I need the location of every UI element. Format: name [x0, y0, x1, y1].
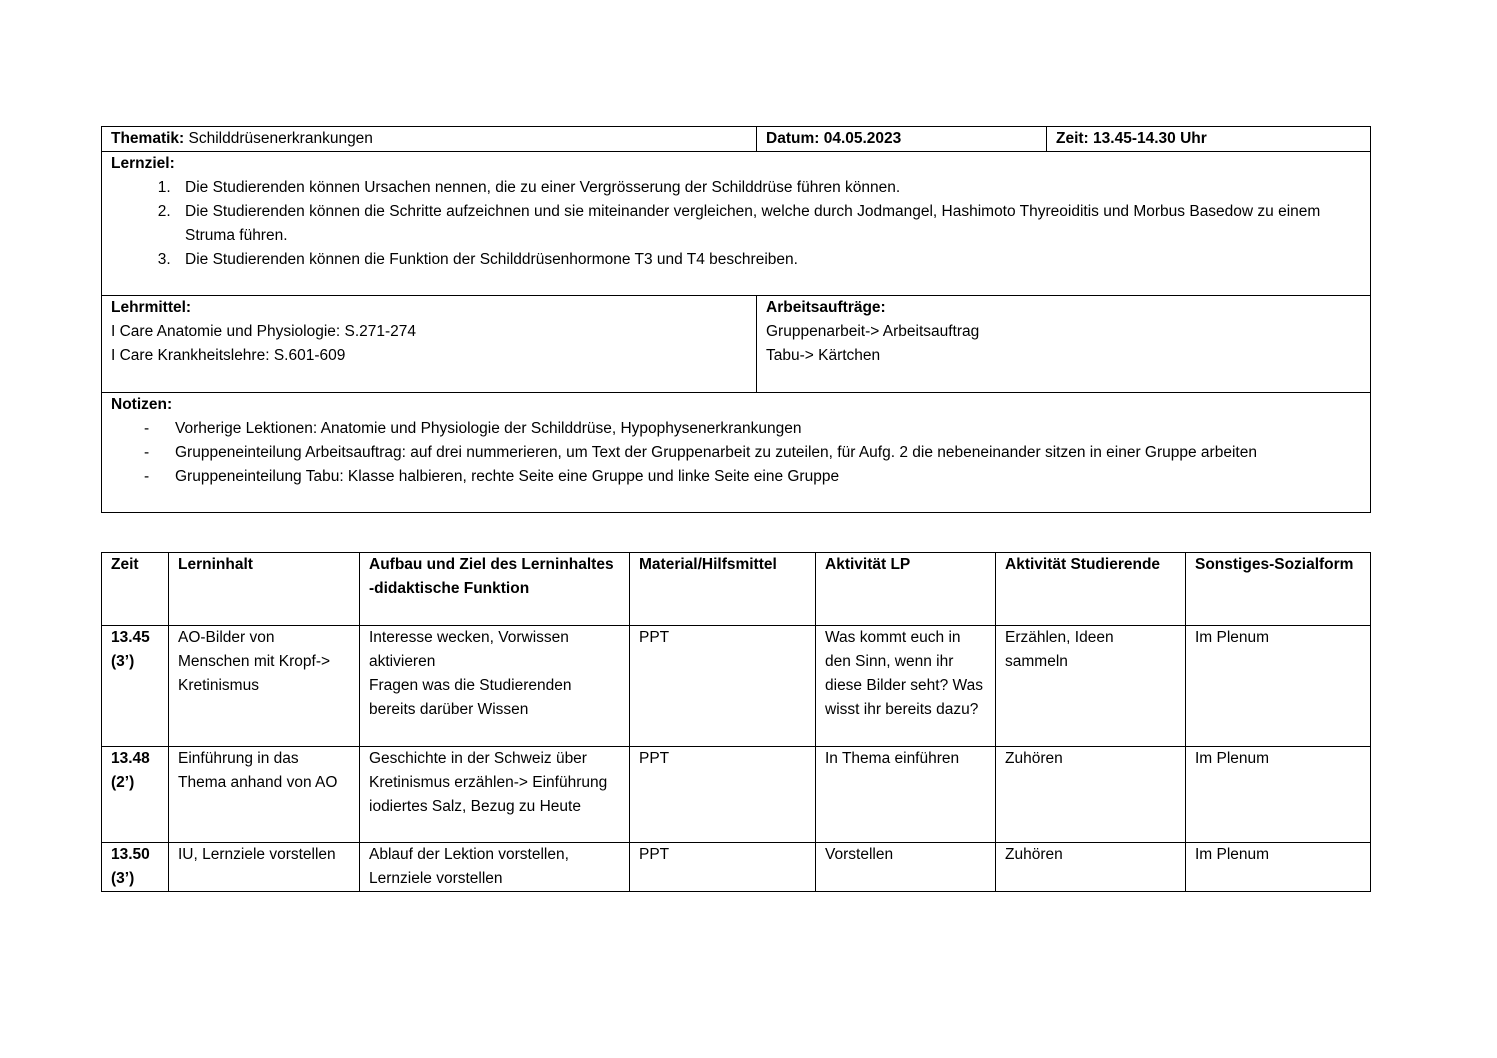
datum-label: Datum:: [766, 130, 820, 147]
notizen-item-text: Gruppeneinteilung Tabu: Klasse halbieren, rechte Seite eine Gruppe und linke Seite eine Gruppe: [175, 468, 840, 485]
table-cell: PPT: [630, 626, 816, 747]
zeit-label: Zeit:: [1056, 130, 1089, 147]
table-row: [102, 747, 1371, 843]
plan-header-cell: Lerninhalt: [169, 553, 360, 626]
lehrmittel-line: I Care Anatomie und Physiologie: S.271-274: [111, 323, 417, 340]
thematik-label: Thematik:: [111, 130, 185, 147]
lesson-info-table: [101, 126, 1371, 513]
notizen-item: [111, 465, 1361, 489]
thematik-cell: [102, 127, 757, 152]
zeit-cell: [1047, 127, 1371, 152]
plan-header-cell: Material/Hilfsmittel: [630, 553, 816, 626]
lernziel-cell: [102, 152, 1371, 296]
time-cell: 13.48 (2’): [102, 747, 169, 843]
notizen-label: Notizen:: [111, 396, 173, 413]
plan-header-cell: Sonstiges-Sozialform: [1186, 553, 1371, 626]
dash-bullet: -: [144, 444, 150, 461]
resources-row: [102, 296, 1371, 393]
lehrmittel-line: I Care Krankheitslehre: S.601-609: [111, 347, 346, 364]
plan-header-cell: Aufbau und Ziel des Lerninhaltes -didaktische Funktion: [360, 553, 630, 626]
table-cell: AO-Bilder von Menschen mit Kropf-> Kretinismus: [169, 626, 360, 747]
notizen-item: [111, 417, 1361, 441]
lernziel-item: 2. Die Studierenden können die Schritte aufzeichnen und sie miteinander vergleichen, welche durch Jodmangel, Hashimoto Thyreoiditis und Morbus Basedow zu einem Struma führen.: [175, 200, 1361, 248]
table-cell: Was kommt euch in den Sinn, wenn ihr diese Bilder seht? Was wisst ihr bereits dazu?: [816, 626, 996, 747]
lernziel-item: 1. Die Studierenden können Ursachen nennen, die zu einer Vergrösserung der Schilddrüse führen können.: [175, 176, 1361, 200]
notizen-cell: [102, 393, 1371, 513]
lernziel-item: 3. Die Studierenden können die Funktion der Schilddrüsenhormone T3 und T4 beschreiben.: [175, 248, 1361, 272]
table-cell: Interesse wecken, Vorwissen aktivieren Fragen was die Studierenden bereits darüber Wissen: [360, 626, 630, 747]
notizen-row: [102, 393, 1371, 513]
plan-header-row: [102, 553, 1371, 626]
zeit-value: 13.45-14.30 Uhr: [1093, 130, 1207, 147]
notizen-item-text: Gruppeneinteilung Arbeitsauftrag: auf drei nummerieren, um Text der Gruppenarbeit zu zuteilen, für Aufg. 2 die nebeneinander sitzen in einer Gruppe arbeiten: [175, 444, 1257, 461]
time-cell: 13.45 (3’): [102, 626, 169, 747]
table-cell: Vorstellen: [816, 843, 996, 892]
header-row: [102, 127, 1371, 152]
table-cell: Zuhören: [996, 843, 1186, 892]
dash-bullet: -: [144, 420, 150, 437]
notizen-item: [111, 441, 1361, 465]
lesson-plan-table: [101, 552, 1371, 892]
arbeitsauftraege-line: Tabu-> Kärtchen: [766, 347, 881, 364]
notizen-item-text: Vorherige Lektionen: Anatomie und Physiologie der Schilddrüse, Hypophysenerkrankungen: [175, 420, 802, 437]
table-cell: IU, Lernziele vorstellen: [169, 843, 360, 892]
arbeitsauftraege-line: Gruppenarbeit-> Arbeitsauftrag: [766, 323, 980, 340]
arbeitsauftraege-label: Arbeitsaufträge:: [766, 299, 886, 316]
table-cell: In Thema einführen: [816, 747, 996, 843]
lernziel-label: Lernziel:: [111, 155, 175, 172]
arbeitsauftraege-cell: [757, 296, 1371, 393]
dash-bullet: -: [144, 468, 150, 485]
plan-header-cell: Zeit: [102, 553, 169, 626]
thematik-value: Schilddrüsenerkrankungen: [188, 130, 373, 147]
lernziel-list: [111, 176, 1361, 272]
plan-header-cell: Aktivität LP: [816, 553, 996, 626]
table-cell: Einführung in das Thema anhand von AO: [169, 747, 360, 843]
datum-cell: [757, 127, 1047, 152]
table-cell: Erzählen, Ideen sammeln: [996, 626, 1186, 747]
table-cell: Ablauf der Lektion vorstellen, Lernziele vorstellen: [360, 843, 630, 892]
table-cell: Im Plenum: [1186, 747, 1371, 843]
table-cell: Zuhören: [996, 747, 1186, 843]
table-row: [102, 843, 1371, 892]
lernziel-row: [102, 152, 1371, 296]
table-cell: PPT: [630, 843, 816, 892]
lehrmittel-cell: [102, 296, 757, 393]
lehrmittel-label: Lehrmittel:: [111, 299, 192, 316]
datum-value: 04.05.2023: [823, 130, 902, 147]
table-row: [102, 626, 1371, 747]
time-cell: 13.50 (3’): [102, 843, 169, 892]
table-cell: Im Plenum: [1186, 626, 1371, 747]
table-cell: PPT: [630, 747, 816, 843]
notizen-list: [111, 417, 1361, 489]
plan-header-cell: Aktivität Studierende: [996, 553, 1186, 626]
table-cell: Geschichte in der Schweiz über Kretinismus erzählen-> Einführung iodiertes Salz, Bezug zu Heute: [360, 747, 630, 843]
table-cell: Im Plenum: [1186, 843, 1371, 892]
